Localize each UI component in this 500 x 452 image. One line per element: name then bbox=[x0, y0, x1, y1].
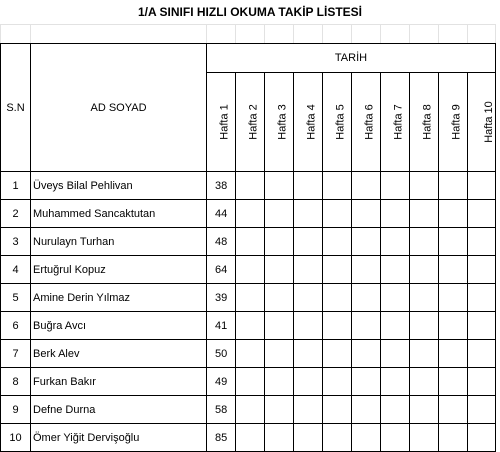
week-6-value[interactable] bbox=[352, 200, 381, 228]
table-row bbox=[1, 172, 496, 200]
week-2-value[interactable] bbox=[236, 312, 265, 340]
week-label: Hafta 9 bbox=[450, 104, 463, 140]
week-1-value[interactable]: 50 bbox=[207, 340, 236, 368]
week-7-value[interactable] bbox=[381, 340, 410, 368]
week-2-value[interactable] bbox=[236, 172, 265, 200]
week-10-value[interactable] bbox=[468, 312, 496, 340]
week-7-value[interactable] bbox=[381, 396, 410, 424]
week-3-value[interactable] bbox=[265, 228, 294, 256]
row-number[interactable]: 3 bbox=[1, 228, 31, 256]
week-8-value[interactable] bbox=[410, 200, 439, 228]
week-10-value[interactable] bbox=[468, 424, 496, 452]
row-number[interactable]: 8 bbox=[1, 368, 31, 396]
table-row bbox=[1, 424, 496, 452]
week-6-value[interactable] bbox=[352, 312, 381, 340]
grid-cell[interactable] bbox=[468, 25, 496, 44]
grid-cell[interactable] bbox=[439, 25, 468, 44]
grid-spacer-row bbox=[1, 25, 496, 44]
table-row bbox=[1, 284, 496, 312]
week-10-value[interactable] bbox=[468, 396, 496, 424]
reading-tracking-table bbox=[0, 24, 496, 452]
table-row bbox=[1, 312, 496, 340]
week-10-value[interactable] bbox=[468, 172, 496, 200]
header-week-7 bbox=[381, 73, 410, 172]
week-3-value[interactable] bbox=[265, 340, 294, 368]
week-5-value[interactable] bbox=[323, 312, 352, 340]
week-4-value[interactable] bbox=[294, 256, 323, 284]
week-7-value[interactable] bbox=[381, 284, 410, 312]
week-label: Hafta 6 bbox=[363, 104, 376, 140]
week-label: Hafta 2 bbox=[247, 104, 260, 140]
week-4-value[interactable] bbox=[294, 368, 323, 396]
week-1-value[interactable]: 39 bbox=[207, 284, 236, 312]
week-4-value[interactable] bbox=[294, 284, 323, 312]
student-name[interactable]: Ertuğrul Kopuz bbox=[31, 256, 207, 284]
week-3-value[interactable] bbox=[265, 424, 294, 452]
week-4-value[interactable] bbox=[294, 340, 323, 368]
week-4-value[interactable] bbox=[294, 228, 323, 256]
week-3-value[interactable] bbox=[265, 200, 294, 228]
week-3-value[interactable] bbox=[265, 256, 294, 284]
student-name[interactable]: Furkan Bakır bbox=[31, 368, 207, 396]
week-5-value[interactable] bbox=[323, 284, 352, 312]
grid-cell[interactable] bbox=[31, 25, 207, 44]
row-number[interactable]: 7 bbox=[1, 340, 31, 368]
week-1-value[interactable]: 49 bbox=[207, 368, 236, 396]
header-week-2 bbox=[236, 73, 265, 172]
week-10-value[interactable] bbox=[468, 200, 496, 228]
row-number[interactable]: 2 bbox=[1, 200, 31, 228]
week-9-value[interactable] bbox=[439, 368, 468, 396]
week-9-value[interactable] bbox=[439, 340, 468, 368]
grid-cell[interactable] bbox=[410, 25, 439, 44]
week-8-value[interactable] bbox=[410, 368, 439, 396]
week-9-value[interactable] bbox=[439, 284, 468, 312]
week-2-value[interactable] bbox=[236, 284, 265, 312]
week-6-value[interactable] bbox=[352, 396, 381, 424]
grid-cell[interactable] bbox=[265, 25, 294, 44]
week-9-value[interactable] bbox=[439, 256, 468, 284]
week-9-value[interactable] bbox=[439, 424, 468, 452]
week-2-value[interactable] bbox=[236, 256, 265, 284]
week-5-value[interactable] bbox=[323, 396, 352, 424]
week-4-value[interactable] bbox=[294, 312, 323, 340]
student-name[interactable]: Buğra Avcı bbox=[31, 312, 207, 340]
week-5-value[interactable] bbox=[323, 172, 352, 200]
week-10-value[interactable] bbox=[468, 256, 496, 284]
week-9-value[interactable] bbox=[439, 200, 468, 228]
header-week-9 bbox=[439, 73, 468, 172]
week-5-value[interactable] bbox=[323, 424, 352, 452]
row-number[interactable]: 6 bbox=[1, 312, 31, 340]
week-7-value[interactable] bbox=[381, 200, 410, 228]
week-6-value[interactable] bbox=[352, 172, 381, 200]
week-8-value[interactable] bbox=[410, 172, 439, 200]
header-date: TARİH bbox=[207, 44, 496, 73]
header-name: AD SOYAD bbox=[31, 44, 207, 172]
week-2-value[interactable] bbox=[236, 228, 265, 256]
header-sn: S.N bbox=[1, 44, 31, 172]
week-8-value[interactable] bbox=[410, 312, 439, 340]
grid-cell[interactable] bbox=[294, 25, 323, 44]
student-name[interactable]: Berk Alev bbox=[31, 340, 207, 368]
week-4-value[interactable] bbox=[294, 200, 323, 228]
table-row bbox=[1, 228, 496, 256]
row-number[interactable]: 10 bbox=[1, 424, 31, 452]
week-4-value[interactable] bbox=[294, 172, 323, 200]
week-6-value[interactable] bbox=[352, 340, 381, 368]
table-row bbox=[1, 396, 496, 424]
week-1-value[interactable]: 64 bbox=[207, 256, 236, 284]
week-7-value[interactable] bbox=[381, 228, 410, 256]
week-label: Hafta 3 bbox=[276, 104, 289, 140]
week-1-value[interactable]: 44 bbox=[207, 200, 236, 228]
week-1-value[interactable]: 38 bbox=[207, 172, 236, 200]
week-7-value[interactable] bbox=[381, 312, 410, 340]
week-8-value[interactable] bbox=[410, 256, 439, 284]
week-7-value[interactable] bbox=[381, 424, 410, 452]
week-8-value[interactable] bbox=[410, 228, 439, 256]
week-6-value[interactable] bbox=[352, 424, 381, 452]
week-3-value[interactable] bbox=[265, 368, 294, 396]
week-6-value[interactable] bbox=[352, 284, 381, 312]
week-1-value[interactable]: 85 bbox=[207, 424, 236, 452]
week-6-value[interactable] bbox=[352, 228, 381, 256]
week-label: Hafta 5 bbox=[334, 104, 347, 140]
week-2-value[interactable] bbox=[236, 340, 265, 368]
sheet-title: 1/A SINIFI HIZLI OKUMA TAKİP LİSTESİ bbox=[137, 5, 362, 19]
week-label: Hafta 4 bbox=[305, 104, 318, 140]
header-week-5 bbox=[323, 73, 352, 172]
week-2-value[interactable] bbox=[236, 368, 265, 396]
week-6-value[interactable] bbox=[352, 368, 381, 396]
week-2-value[interactable] bbox=[236, 200, 265, 228]
week-2-value[interactable] bbox=[236, 396, 265, 424]
header-week-1 bbox=[207, 73, 236, 172]
table-row bbox=[1, 368, 496, 396]
week-5-value[interactable] bbox=[323, 228, 352, 256]
student-name[interactable]: Defne Durna bbox=[31, 396, 207, 424]
week-1-value[interactable]: 48 bbox=[207, 228, 236, 256]
header-week-3 bbox=[265, 73, 294, 172]
week-1-value[interactable]: 41 bbox=[207, 312, 236, 340]
week-5-value[interactable] bbox=[323, 368, 352, 396]
table-row bbox=[1, 200, 496, 228]
week-9-value[interactable] bbox=[439, 172, 468, 200]
week-label: Hafta 7 bbox=[392, 104, 405, 140]
week-10-value[interactable] bbox=[468, 340, 496, 368]
row-number[interactable]: 1 bbox=[1, 172, 31, 200]
week-3-value[interactable] bbox=[265, 396, 294, 424]
student-name[interactable]: Nurulayn Turhan bbox=[31, 228, 207, 256]
grid-cell[interactable] bbox=[381, 25, 410, 44]
week-5-value[interactable] bbox=[323, 340, 352, 368]
table-row bbox=[1, 340, 496, 368]
table-row bbox=[1, 256, 496, 284]
week-8-value[interactable] bbox=[410, 396, 439, 424]
week-9-value[interactable] bbox=[439, 396, 468, 424]
week-4-value[interactable] bbox=[294, 424, 323, 452]
week-7-value[interactable] bbox=[381, 172, 410, 200]
row-number[interactable]: 4 bbox=[1, 256, 31, 284]
week-9-value[interactable] bbox=[439, 228, 468, 256]
row-number[interactable]: 5 bbox=[1, 284, 31, 312]
row-number[interactable]: 9 bbox=[1, 396, 31, 424]
grid-cell[interactable] bbox=[236, 25, 265, 44]
week-5-value[interactable] bbox=[323, 256, 352, 284]
week-3-value[interactable] bbox=[265, 284, 294, 312]
week-4-value[interactable] bbox=[294, 396, 323, 424]
student-name[interactable]: Amine Derin Yılmaz bbox=[31, 284, 207, 312]
week-3-value[interactable] bbox=[265, 172, 294, 200]
week-label: Hafta 10 bbox=[482, 101, 495, 143]
week-label: Hafta 8 bbox=[421, 104, 434, 140]
week-8-value[interactable] bbox=[410, 424, 439, 452]
week-10-value[interactable] bbox=[468, 228, 496, 256]
week-5-value[interactable] bbox=[323, 200, 352, 228]
grid-cell[interactable] bbox=[352, 25, 381, 44]
week-3-value[interactable] bbox=[265, 312, 294, 340]
student-name[interactable]: Üveys Bilal Pehlivan bbox=[31, 172, 207, 200]
week-6-value[interactable] bbox=[352, 256, 381, 284]
grid-cell[interactable] bbox=[323, 25, 352, 44]
week-2-value[interactable] bbox=[236, 424, 265, 452]
header-week-4 bbox=[294, 73, 323, 172]
week-8-value[interactable] bbox=[410, 284, 439, 312]
week-10-value[interactable] bbox=[468, 284, 496, 312]
header-week-10 bbox=[468, 73, 496, 172]
week-7-value[interactable] bbox=[381, 368, 410, 396]
header-week-6 bbox=[352, 73, 381, 172]
week-10-value[interactable] bbox=[468, 368, 496, 396]
week-1-value[interactable]: 58 bbox=[207, 396, 236, 424]
student-name[interactable]: Ömer Yiğit Dervişoğlu bbox=[31, 424, 207, 452]
header-week-8 bbox=[410, 73, 439, 172]
week-9-value[interactable] bbox=[439, 312, 468, 340]
grid-cell[interactable] bbox=[207, 25, 236, 44]
grid-cell[interactable] bbox=[1, 25, 31, 44]
student-name[interactable]: Muhammed Sancaktutan bbox=[31, 200, 207, 228]
week-7-value[interactable] bbox=[381, 256, 410, 284]
week-8-value[interactable] bbox=[410, 340, 439, 368]
header-row bbox=[1, 44, 496, 73]
week-label: Hafta 1 bbox=[218, 104, 231, 140]
